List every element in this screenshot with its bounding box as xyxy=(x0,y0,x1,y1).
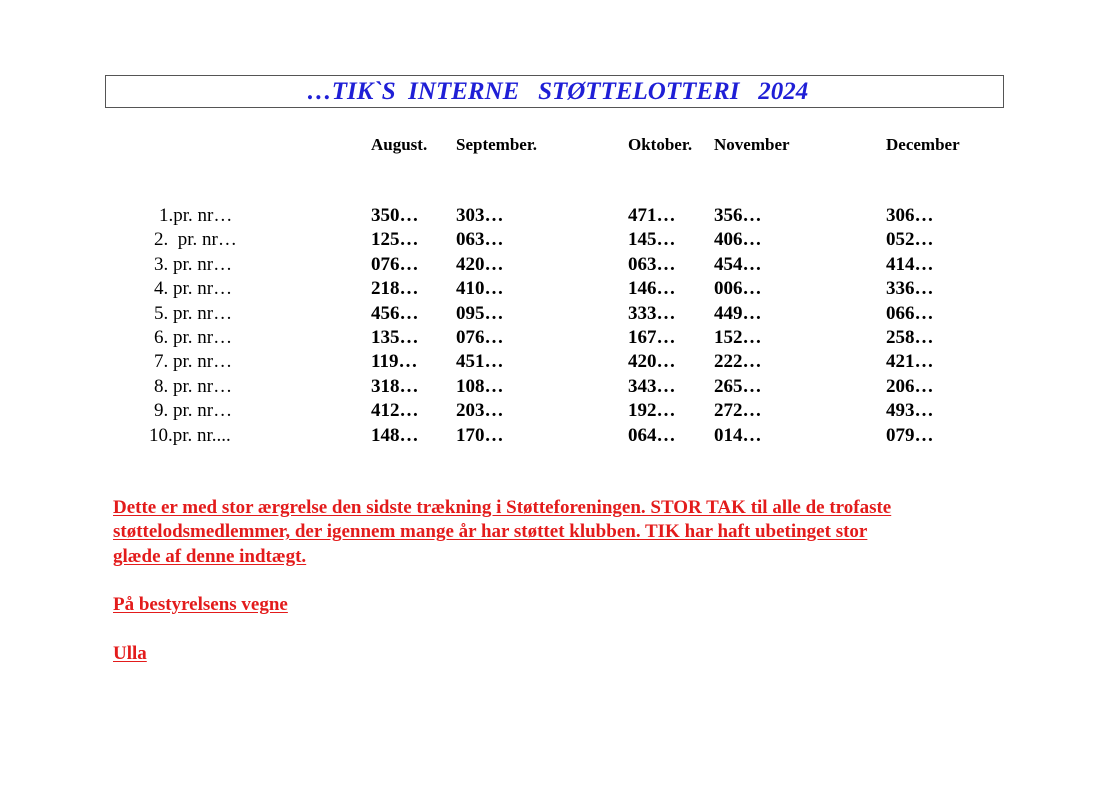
month-header-2: Oktober. xyxy=(628,135,693,154)
table-cell: 493… xyxy=(886,400,934,422)
prize-label-10: 10.pr. nr.... xyxy=(149,424,231,446)
prize-label-9: 9. pr. nr… xyxy=(154,400,233,422)
table-cell: 108… xyxy=(456,375,504,397)
table-cell: 095… xyxy=(456,302,504,324)
table-cell: 412… xyxy=(371,400,419,422)
table-cell: 343… xyxy=(628,375,676,397)
table-cell: 414… xyxy=(886,253,934,275)
prize-label-8: 8. pr. nr… xyxy=(154,375,233,397)
page-title: …TIK`S INTERNE STØTTELOTTERI 2024 xyxy=(306,78,809,105)
table-cell: 079… xyxy=(886,424,934,446)
prize-label-1: 1.pr. nr… xyxy=(159,205,233,226)
table-cell: 076… xyxy=(456,327,504,348)
table-cell: 006… xyxy=(714,278,762,300)
month-header-1: September. xyxy=(456,135,538,154)
table-cell: 076… xyxy=(371,253,419,275)
table-cell: 420… xyxy=(628,351,676,373)
table-cell: 333… xyxy=(628,302,676,324)
closing-text: På bestyrelsens vegne xyxy=(113,594,288,615)
table-cell: 303… xyxy=(456,205,504,226)
table-cell: 218… xyxy=(371,278,419,300)
title-box xyxy=(105,75,1004,108)
month-header-0: August. xyxy=(371,135,428,154)
table-cell: 306… xyxy=(886,205,934,226)
table-cell: 192… xyxy=(628,400,676,422)
table-cell: 125… xyxy=(371,229,419,251)
table-cell: 119… xyxy=(371,351,418,373)
month-header-4: December xyxy=(886,135,960,154)
table-cell: 471… xyxy=(628,205,676,226)
table-cell: 456… xyxy=(371,302,419,324)
table-cell: 148… xyxy=(371,424,419,446)
table-cell: 146… xyxy=(628,278,676,300)
prize-label-2: 2. pr. nr… xyxy=(154,229,237,251)
table-cell: 145… xyxy=(628,229,676,251)
table-cell: 222… xyxy=(714,351,762,373)
table-cell: 066… xyxy=(886,302,934,324)
message-line-1: Dette er med stor ærgrelse den sidste trækning i Støtteforeningen. STOR TAK til alle de trofaste xyxy=(113,497,892,518)
table-cell: 206… xyxy=(886,375,934,397)
month-header-3: November xyxy=(714,135,790,154)
table-cell: 064… xyxy=(628,424,676,446)
table-cell: 318… xyxy=(371,375,419,397)
message-line-3: glæde af denne indtægt. xyxy=(113,546,307,567)
table-cell: 350… xyxy=(371,205,419,226)
prize-label-4: 4. pr. nr… xyxy=(154,278,233,300)
table-cell: 167… xyxy=(628,327,676,348)
table-cell: 336… xyxy=(886,278,934,300)
table-cell: 421… xyxy=(886,351,934,373)
table-cell: 170… xyxy=(456,424,504,446)
table-cell: 410… xyxy=(456,278,504,300)
prize-label-5: 5. pr. nr… xyxy=(154,302,233,324)
prize-label-3: 3. pr. nr… xyxy=(154,253,233,275)
table-cell: 258… xyxy=(886,327,934,348)
table-cell: 449… xyxy=(714,302,762,324)
table-cell: 272… xyxy=(714,400,762,422)
table-cell: 063… xyxy=(628,253,676,275)
table-cell: 356… xyxy=(714,205,762,226)
table-cell: 203… xyxy=(456,400,504,422)
table-cell: 063… xyxy=(456,229,504,251)
message-line-2: støttelodsmedlemmer, der igennem mange år har støttet klubben. TIK har haft ubetinget stor xyxy=(113,521,868,542)
signature: Ulla xyxy=(113,643,147,664)
prize-label-7: 7. pr. nr… xyxy=(154,351,233,373)
table-cell: 052… xyxy=(886,229,934,251)
table-cell: 014… xyxy=(714,424,762,446)
table-cell: 406… xyxy=(714,229,762,251)
table-cell: 454… xyxy=(714,253,762,275)
prize-label-6: 6. pr. nr… xyxy=(154,327,233,348)
table-cell: 152… xyxy=(714,327,762,348)
table-cell: 135… xyxy=(371,327,419,348)
table-cell: 451… xyxy=(456,351,504,373)
table-cell: 420… xyxy=(456,253,504,275)
table-cell: 265… xyxy=(714,375,762,397)
